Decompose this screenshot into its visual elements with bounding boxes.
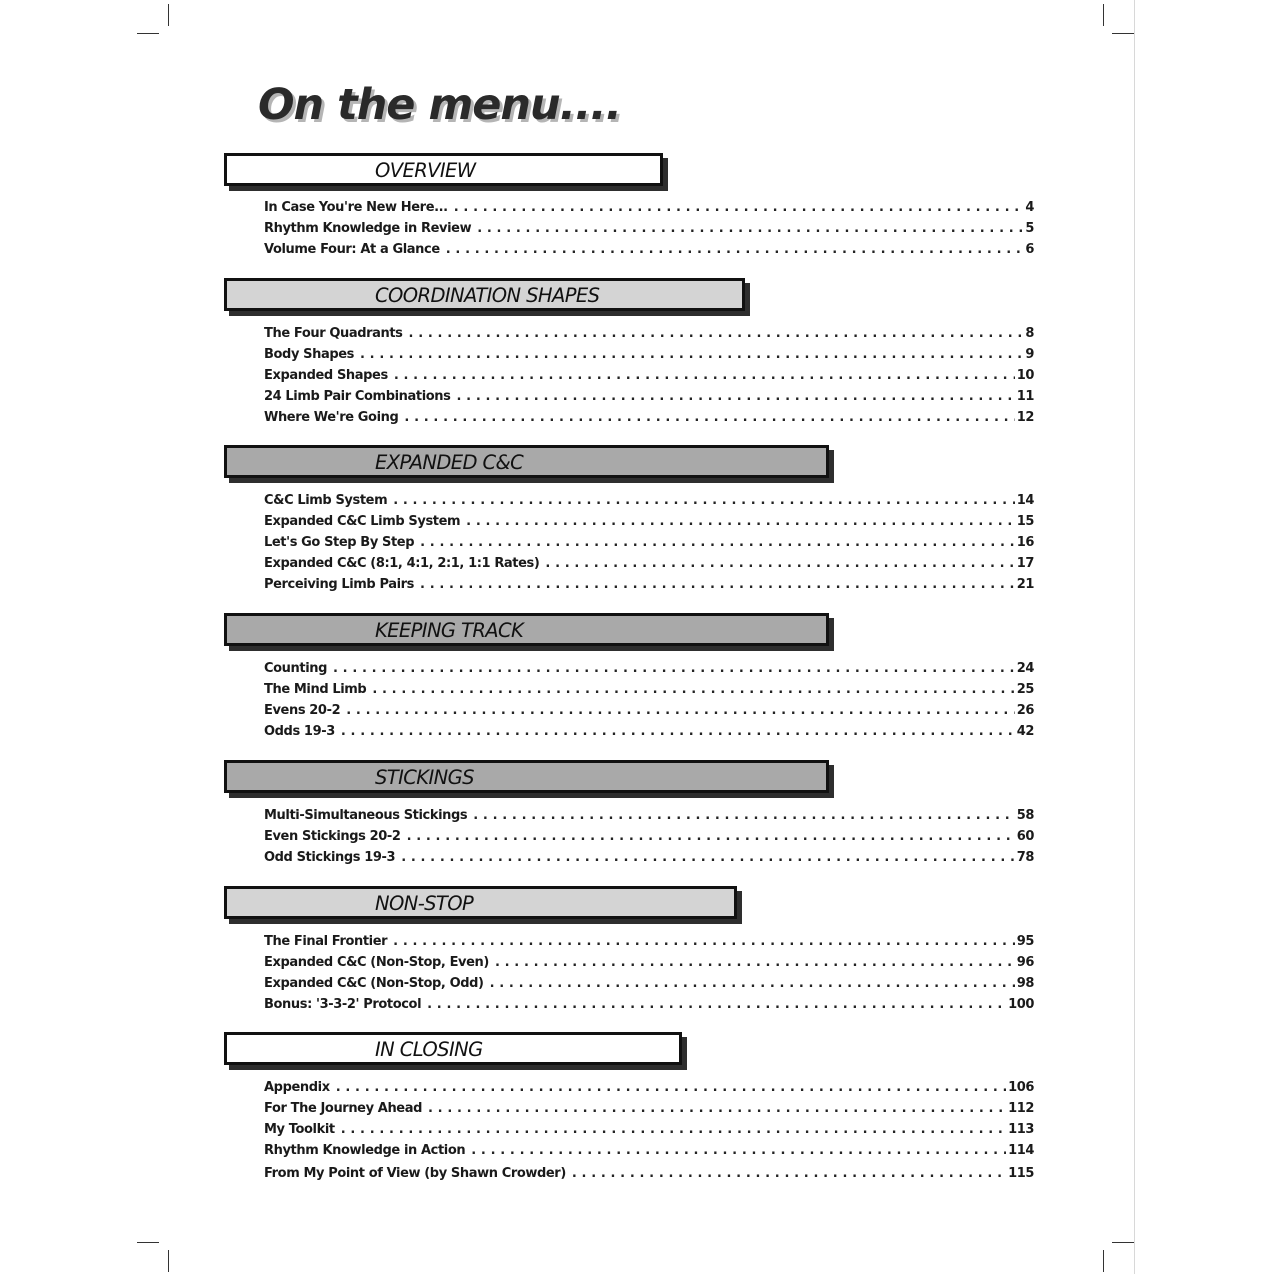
toc-entry-list bbox=[264, 200, 1034, 263]
dot-leader bbox=[495, 955, 1015, 970]
crop-mark bbox=[1103, 4, 1104, 26]
entry-title: Expanded C&C (Non-Stop, Even) bbox=[264, 955, 489, 971]
toc-entry[interactable] bbox=[264, 829, 1034, 850]
entry-title: Odds 19-3 bbox=[264, 724, 335, 740]
toc-entry[interactable] bbox=[264, 661, 1034, 682]
entry-title: Rhythm Knowledge in Action bbox=[264, 1143, 466, 1159]
entry-title: Appendix bbox=[264, 1080, 330, 1095]
toc-entry[interactable] bbox=[264, 410, 1034, 431]
dot-leader bbox=[454, 200, 1024, 215]
section-heading: NON-STOP bbox=[375, 892, 474, 915]
toc-entry[interactable] bbox=[264, 850, 1034, 871]
entry-title: The Final Frontier bbox=[264, 934, 388, 949]
dot-leader bbox=[545, 556, 1014, 571]
dot-leader bbox=[407, 829, 1015, 844]
entry-page-number: 106 bbox=[1008, 1080, 1034, 1095]
entry-page-number: 98 bbox=[1016, 976, 1034, 992]
dot-leader bbox=[346, 703, 1014, 718]
entry-title: Even Stickings 20-2 bbox=[264, 829, 401, 845]
dot-leader bbox=[404, 410, 1014, 425]
dot-leader bbox=[490, 976, 1015, 991]
entry-page-number: 114 bbox=[1008, 1143, 1034, 1159]
entry-title: For The Journey Ahead bbox=[264, 1101, 423, 1117]
entry-page-number: 25 bbox=[1016, 682, 1034, 698]
toc-entry[interactable] bbox=[264, 200, 1034, 221]
section-heading: COORDINATION SHAPES bbox=[375, 284, 600, 307]
toc-entry[interactable] bbox=[264, 577, 1034, 598]
toc-entry[interactable] bbox=[264, 1143, 1034, 1164]
entry-page-number: 115 bbox=[1008, 1166, 1034, 1182]
entry-title: C&C Limb System bbox=[264, 493, 388, 508]
toc-entry-list bbox=[264, 493, 1034, 598]
toc-entry[interactable] bbox=[264, 368, 1034, 389]
crop-mark bbox=[1112, 1242, 1134, 1243]
toc-entry[interactable] bbox=[264, 808, 1034, 829]
toc-entry[interactable] bbox=[264, 703, 1034, 724]
dot-leader bbox=[446, 242, 1024, 257]
toc-entry-list bbox=[264, 808, 1034, 871]
toc-entry[interactable] bbox=[264, 242, 1034, 263]
entry-title: Rhythm Knowledge in Review bbox=[264, 221, 472, 237]
toc-entry-list bbox=[264, 326, 1034, 431]
toc-entry[interactable] bbox=[264, 955, 1034, 976]
entry-title: 24 Limb Pair Combinations bbox=[264, 389, 451, 405]
entry-title: Expanded C&C (8:1, 4:1, 2:1, 1:1 Rates) bbox=[264, 556, 540, 572]
toc-entry[interactable] bbox=[264, 1080, 1034, 1101]
entry-title: Odd Stickings 19-3 bbox=[264, 850, 396, 866]
section-header bbox=[224, 278, 745, 311]
section-heading: EXPANDED C&C bbox=[375, 451, 524, 474]
entry-page-number: 60 bbox=[1016, 829, 1034, 845]
toc-entry-list bbox=[264, 1080, 1034, 1187]
entry-title: From My Point of View (by Shawn Crowder) bbox=[264, 1166, 566, 1182]
entry-title: Body Shapes bbox=[264, 347, 354, 363]
dot-leader bbox=[477, 221, 1023, 236]
toc-entry[interactable] bbox=[264, 326, 1034, 347]
dot-leader bbox=[372, 682, 1014, 697]
section-header bbox=[224, 445, 829, 478]
entry-page-number: 11 bbox=[1016, 389, 1034, 405]
entry-page-number: 42 bbox=[1016, 724, 1034, 740]
entry-page-number: 26 bbox=[1016, 703, 1034, 719]
page-edge bbox=[1134, 0, 1135, 1274]
entry-page-number: 96 bbox=[1016, 955, 1034, 971]
entry-page-number: 95 bbox=[1016, 934, 1034, 949]
entry-page-number: 58 bbox=[1016, 808, 1034, 823]
entry-page-number: 9 bbox=[1025, 347, 1034, 363]
dot-leader bbox=[473, 808, 1014, 823]
entry-page-number: 17 bbox=[1016, 556, 1034, 572]
section-heading: IN CLOSING bbox=[375, 1038, 483, 1061]
page-title: On the menu.... bbox=[258, 80, 621, 130]
section-heading: STICKINGS bbox=[375, 766, 474, 789]
toc-entry[interactable] bbox=[264, 997, 1034, 1018]
dot-leader bbox=[333, 661, 1015, 676]
dot-leader bbox=[393, 934, 1015, 949]
entry-title: Perceiving Limb Pairs bbox=[264, 577, 415, 593]
entry-title: Expanded C&C (Non-Stop, Odd) bbox=[264, 976, 484, 992]
entry-page-number: 112 bbox=[1008, 1101, 1034, 1117]
entry-title: Expanded C&C Limb System bbox=[264, 514, 461, 530]
dot-leader bbox=[428, 1101, 1006, 1116]
entry-page-number: 6 bbox=[1025, 242, 1034, 258]
section-header bbox=[224, 153, 663, 186]
toc-entry[interactable] bbox=[264, 1101, 1034, 1122]
toc-entry[interactable] bbox=[264, 389, 1034, 410]
dot-leader bbox=[360, 347, 1023, 362]
toc-entry-list bbox=[264, 934, 1034, 1018]
toc-entry[interactable] bbox=[264, 934, 1034, 955]
entry-page-number: 100 bbox=[1008, 997, 1034, 1013]
entry-page-number: 5 bbox=[1025, 221, 1034, 237]
entry-title: My Toolkit bbox=[264, 1122, 335, 1138]
toc-entry[interactable] bbox=[264, 556, 1034, 577]
dot-leader bbox=[409, 326, 1024, 341]
crop-mark bbox=[1112, 33, 1134, 34]
dot-leader bbox=[341, 724, 1015, 739]
crop-mark bbox=[168, 1250, 169, 1272]
toc-entry[interactable] bbox=[264, 1166, 1034, 1187]
entry-page-number: 16 bbox=[1016, 535, 1034, 551]
toc-entry[interactable] bbox=[264, 535, 1034, 556]
dot-leader bbox=[471, 1143, 1006, 1158]
crop-mark bbox=[168, 4, 169, 26]
entry-title: Where We're Going bbox=[264, 410, 399, 426]
dot-leader bbox=[456, 389, 1014, 404]
crop-mark bbox=[137, 1242, 159, 1243]
section-header bbox=[224, 760, 829, 793]
entry-page-number: 10 bbox=[1016, 368, 1034, 384]
toc-entry[interactable] bbox=[264, 682, 1034, 703]
entry-title: The Mind Limb bbox=[264, 682, 367, 698]
section-header bbox=[224, 613, 829, 646]
entry-title: Evens 20-2 bbox=[264, 703, 341, 719]
entry-page-number: 24 bbox=[1016, 661, 1034, 676]
toc-entry[interactable] bbox=[264, 1122, 1034, 1143]
dot-leader bbox=[420, 535, 1015, 550]
entry-page-number: 113 bbox=[1008, 1122, 1034, 1138]
entry-page-number: 15 bbox=[1016, 514, 1034, 530]
entry-title: Bonus: '3-3-2' Protocol bbox=[264, 997, 422, 1013]
dot-leader bbox=[401, 850, 1015, 865]
entry-title: Volume Four: At a Glance bbox=[264, 242, 440, 258]
entry-page-number: 12 bbox=[1016, 410, 1034, 426]
entry-title: Counting bbox=[264, 661, 328, 676]
dot-leader bbox=[466, 514, 1015, 529]
toc-entry[interactable] bbox=[264, 221, 1034, 242]
section-header bbox=[224, 886, 737, 919]
toc-entry[interactable] bbox=[264, 493, 1034, 514]
dot-leader bbox=[336, 1080, 1006, 1095]
entry-page-number: 4 bbox=[1025, 200, 1034, 215]
dot-leader bbox=[420, 577, 1015, 592]
dot-leader bbox=[341, 1122, 1006, 1137]
dot-leader bbox=[394, 368, 1015, 383]
section-heading: OVERVIEW bbox=[375, 159, 476, 182]
dot-leader bbox=[427, 997, 1006, 1012]
entry-title: Let's Go Step By Step bbox=[264, 535, 415, 551]
toc-entry[interactable] bbox=[264, 724, 1034, 745]
entry-page-number: 8 bbox=[1025, 326, 1034, 341]
toc-entry[interactable] bbox=[264, 347, 1034, 368]
crop-mark bbox=[137, 33, 159, 34]
entry-title: Expanded Shapes bbox=[264, 368, 388, 384]
entry-page-number: 14 bbox=[1016, 493, 1034, 508]
section-heading: KEEPING TRACK bbox=[375, 619, 524, 642]
toc-entry[interactable] bbox=[264, 514, 1034, 535]
entry-title: The Four Quadrants bbox=[264, 326, 403, 341]
entry-title: In Case You're New Here... bbox=[264, 200, 448, 215]
toc-entry[interactable] bbox=[264, 976, 1034, 997]
crop-mark bbox=[1103, 1250, 1104, 1272]
entry-page-number: 78 bbox=[1016, 850, 1034, 866]
dot-leader bbox=[393, 493, 1014, 508]
toc-entry-list bbox=[264, 661, 1034, 745]
entry-page-number: 21 bbox=[1016, 577, 1034, 593]
section-header bbox=[224, 1032, 682, 1065]
entry-title: Multi-Simultaneous Stickings bbox=[264, 808, 468, 823]
dot-leader bbox=[572, 1166, 1006, 1181]
